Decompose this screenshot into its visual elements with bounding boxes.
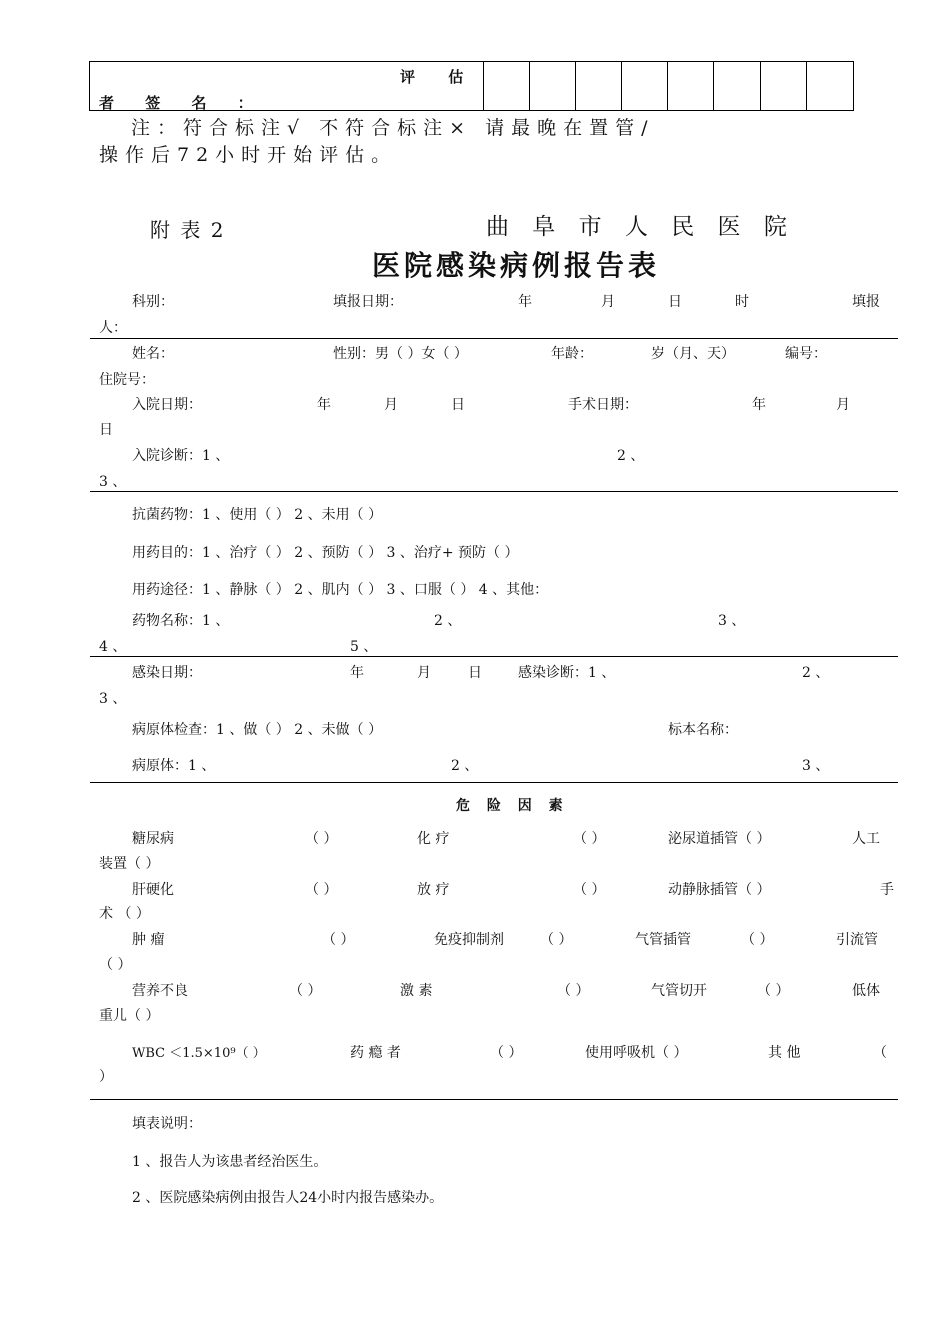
risk-malnutrition: 营养不良 — [132, 983, 188, 999]
signature-cell[interactable] — [806, 62, 807, 110]
risk-other: 其 他 — [768, 1045, 801, 1061]
infection-day: 日 — [468, 665, 482, 681]
signature-cell[interactable] — [529, 62, 530, 110]
note-line2: 操作后72小时开始评估。 — [99, 144, 398, 166]
drug-name-4: 4 、 — [99, 639, 127, 655]
instructions-title: 填表说明： — [132, 1116, 202, 1132]
risk-av-catheter: 动静脉插管（ ） — [668, 882, 771, 898]
risk-malnutrition-box: （ ） — [289, 983, 322, 999]
risk-tumor-box: （ ） — [322, 932, 355, 948]
divider — [90, 1099, 898, 1100]
signature-cell[interactable] — [667, 62, 668, 110]
risk-hormone: 激 素 — [400, 983, 433, 999]
fill-month: 月 — [601, 294, 615, 310]
drug-name-2: 2 、 — [434, 613, 462, 629]
admit-month: 月 — [384, 397, 398, 413]
risk-intubation-box: （ ） — [741, 932, 774, 948]
risk-hormone-box: （ ） — [557, 983, 590, 999]
risk-artificial-b: 装置（ ） — [99, 856, 160, 872]
reporter-label-a: 填报 — [852, 294, 880, 310]
pathogen-2: 2 、 — [451, 758, 479, 774]
risk-immunosuppressant: 免疫抑制剂 — [434, 932, 504, 948]
risk-drug-addict-box: （ ） — [490, 1045, 523, 1061]
risk-artificial-a: 人工 — [852, 831, 880, 847]
risk-chemo-box: （ ） — [573, 831, 606, 847]
risk-radiotherapy: 放 疗 — [417, 882, 450, 898]
name-label: 姓名： — [132, 346, 174, 362]
fill-hour: 时 — [735, 294, 749, 310]
infection-month: 月 — [417, 665, 431, 681]
instruction-2: 2 、医院感染病例由报告人24小时内报告感染办。 — [132, 1190, 444, 1206]
surgery-year: 年 — [752, 397, 766, 413]
form-title: 医院感染病例报告表 — [372, 249, 661, 282]
admit-diagnosis-label: 入院诊断：1 、 — [132, 448, 230, 464]
risk-tracheotomy: 气管切开 — [651, 983, 707, 999]
divider — [90, 491, 898, 492]
infection-diagnosis-2: 2 、 — [802, 665, 830, 681]
instruction-1: 1 、报告人为该患者经治医生。 — [132, 1154, 328, 1170]
admit-year: 年 — [317, 397, 331, 413]
infection-year: 年 — [350, 665, 364, 681]
risk-diabetes-box: （ ） — [305, 831, 338, 847]
attachment-label: 附 表 2 — [150, 218, 226, 242]
risk-diabetes: 糖尿病 — [132, 831, 174, 847]
signature-cell[interactable] — [760, 62, 761, 110]
infection-diagnosis-3: 3 、 — [99, 691, 127, 707]
risk-immunosuppressant-box: （ ） — [540, 932, 573, 948]
risk-factors-title: 危 险 因 素 — [456, 798, 569, 814]
risk-tumor: 肿 瘤 — [132, 932, 165, 948]
antibiotic-usage: 抗菌药物：1 、使用（ ） 2 、未用（ ） — [132, 507, 383, 523]
risk-intubation: 气管插管 — [635, 932, 691, 948]
risk-other-box-open: （ — [873, 1045, 887, 1061]
infection-date-label: 感染日期： — [132, 665, 202, 681]
divider — [90, 338, 898, 339]
risk-drainage-a: 引流管 — [836, 932, 878, 948]
age-unit: 岁（月、天） — [651, 346, 735, 362]
risk-radiotherapy-box: （ ） — [573, 882, 606, 898]
signature-cell[interactable] — [713, 62, 714, 110]
risk-other-box-close: ） — [99, 1069, 113, 1085]
risk-wbc: WBC ＜1.5×10⁹（ ） — [132, 1046, 266, 1061]
fill-day: 日 — [668, 294, 682, 310]
signature-cell[interactable] — [621, 62, 622, 110]
infection-diagnosis-1: 感染诊断：1 、 — [518, 665, 616, 681]
specimen-label: 标本名称： — [668, 722, 738, 738]
antibiotic-purpose: 用药目的：1 、治疗（ ） 2 、预防（ ） 3 、治疗+ 预防（ ） — [132, 545, 519, 561]
fill-year: 年 — [518, 294, 532, 310]
risk-cirrhosis: 肝硬化 — [132, 882, 174, 898]
signature-label-line2: 者 签 名 ： — [99, 94, 266, 112]
risk-chemo: 化 疗 — [417, 831, 450, 847]
age-label: 年龄： — [551, 346, 593, 362]
admit-date-label: 入院日期： — [132, 397, 202, 413]
divider — [90, 782, 898, 783]
divider — [90, 656, 898, 657]
surgery-day: 日 — [99, 422, 113, 438]
gender-field: 性别：男（ ）女（ ） — [333, 346, 468, 362]
reporter-label-b: 人： — [99, 320, 127, 336]
risk-surgery-b: 术 （ ） — [99, 906, 150, 922]
risk-surgery-a: 手 — [880, 882, 894, 898]
admit-day: 日 — [451, 397, 465, 413]
risk-low-weight-b: 重儿（ ） — [99, 1008, 160, 1024]
surgery-month: 月 — [836, 397, 850, 413]
risk-drug-addict: 药 瘾 者 — [350, 1045, 401, 1061]
surgery-date-label: 手术日期： — [568, 397, 638, 413]
number-label: 编号： — [785, 346, 827, 362]
signature-cell[interactable] — [483, 62, 484, 110]
dept-label: 科别： — [132, 294, 174, 310]
risk-drainage-b: （ ） — [99, 957, 132, 973]
pathogen-1: 病原体：1 、 — [132, 758, 216, 774]
hospital-name: 曲 阜 市 人 民 医 院 — [486, 214, 795, 240]
admit-diagnosis-3: 3 、 — [99, 474, 127, 490]
note-line1: 注：符合标注√ 不符合标注× 请最晚在置管/ — [131, 117, 655, 139]
drug-name-5: 5 、 — [350, 639, 378, 655]
risk-cirrhosis-box: （ ） — [305, 882, 338, 898]
signature-label-line1: 评 估 — [400, 68, 478, 86]
antibiotic-route: 用药途径：1 、静脉（ ） 2 、肌内（ ） 3 、口服（ ） 4 、其他： — [132, 582, 549, 598]
risk-ventilator: 使用呼吸机（ ） — [585, 1045, 688, 1061]
risk-tracheotomy-box: （ ） — [757, 983, 790, 999]
signature-cell[interactable] — [575, 62, 576, 110]
drug-name-1: 药物名称：1 、 — [132, 613, 230, 629]
pathogen-check: 病原体检查：1 、做（ ） 2 、未做（ ） — [132, 722, 383, 738]
drug-name-3: 3 、 — [718, 613, 746, 629]
pathogen-3: 3 、 — [802, 758, 830, 774]
risk-low-weight-a: 低体 — [852, 983, 880, 999]
fill-date-label: 填报日期： — [333, 294, 403, 310]
inpatient-no-label: 住院号： — [99, 372, 155, 388]
risk-urinary-catheter: 泌尿道插管（ ） — [668, 831, 771, 847]
admit-diagnosis-2: 2 、 — [617, 448, 645, 464]
